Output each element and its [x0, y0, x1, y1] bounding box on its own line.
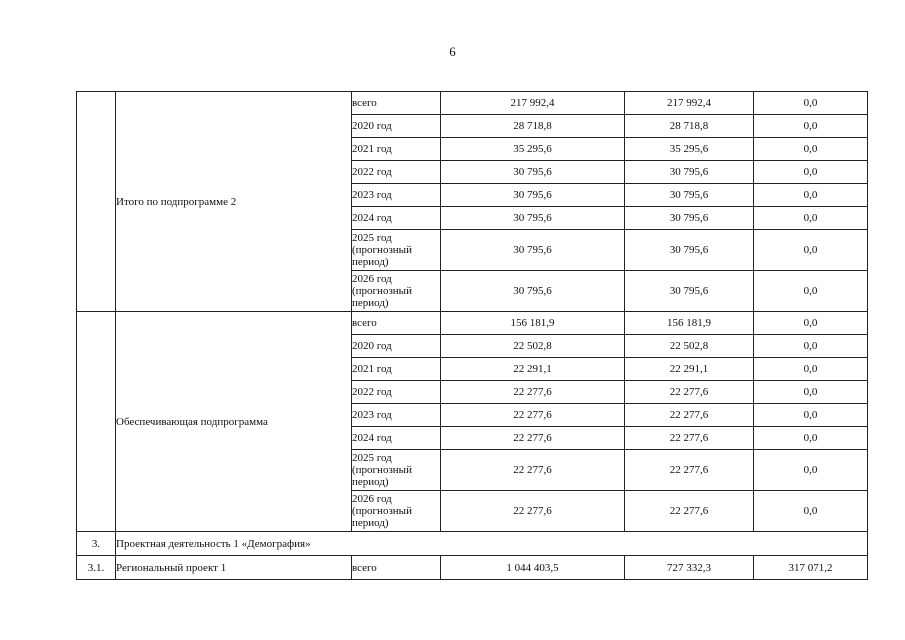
budget-table: [76, 91, 868, 580]
regional-value: 0,0: [754, 161, 868, 184]
federal-value: 156 181,9: [625, 312, 754, 335]
period-cell: 2024 год: [352, 207, 441, 230]
total-value: 22 277,6: [441, 427, 625, 450]
row-number: 3.1.: [77, 556, 116, 580]
project-activity-title: Проектная деятельность 1 «Демография»: [116, 532, 868, 556]
period-cell: всего: [352, 92, 441, 115]
regional-value: 0,0: [754, 335, 868, 358]
federal-value: 30 795,6: [625, 271, 754, 312]
total-value: 22 277,6: [441, 450, 625, 491]
regional-value: 0,0: [754, 230, 868, 271]
regional-value: 0,0: [754, 358, 868, 381]
regional-value: 0,0: [754, 404, 868, 427]
period-cell: 2023 год: [352, 184, 441, 207]
federal-value: 217 992,4: [625, 92, 754, 115]
period-cell: 2022 год: [352, 381, 441, 404]
regional-value: 0,0: [754, 450, 868, 491]
total-value: 22 291,1: [441, 358, 625, 381]
federal-value: 28 718,8: [625, 115, 754, 138]
page-number: 6: [449, 44, 456, 59]
federal-value: 30 795,6: [625, 207, 754, 230]
total-value: 30 795,6: [441, 230, 625, 271]
total-value: 22 277,6: [441, 404, 625, 427]
federal-value: 30 795,6: [625, 230, 754, 271]
total-value: 28 718,8: [441, 115, 625, 138]
regional-value: 0,0: [754, 381, 868, 404]
total-value: 1 044 403,5: [441, 556, 625, 580]
row-number: 3.: [77, 532, 116, 556]
federal-value: 30 795,6: [625, 184, 754, 207]
regional-value: 0,0: [754, 271, 868, 312]
federal-value: 727 332,3: [625, 556, 754, 580]
table-row: [77, 312, 868, 335]
subprogram-name: Итого по подпрограмме 2: [116, 92, 352, 312]
total-value: 22 502,8: [441, 335, 625, 358]
table-row: [77, 92, 868, 115]
table-row: [77, 532, 868, 556]
period-cell: 2026 год (прогнозный период): [352, 491, 441, 532]
federal-value: 22 277,6: [625, 427, 754, 450]
regional-value: 0,0: [754, 115, 868, 138]
regional-value: 0,0: [754, 312, 868, 335]
row-number: [77, 92, 116, 312]
table-row: [77, 556, 868, 580]
subprogram-name: Обеспечивающая подпрограмма: [116, 312, 352, 532]
total-value: 22 277,6: [441, 491, 625, 532]
period-cell: 2020 год: [352, 115, 441, 138]
period-cell: 2021 год: [352, 138, 441, 161]
federal-value: 22 291,1: [625, 358, 754, 381]
period-cell: 2020 год: [352, 335, 441, 358]
total-value: 30 795,6: [441, 184, 625, 207]
total-value: 156 181,9: [441, 312, 625, 335]
regional-value: 317 071,2: [754, 556, 868, 580]
total-value: 30 795,6: [441, 271, 625, 312]
regional-value: 0,0: [754, 427, 868, 450]
federal-value: 22 502,8: [625, 335, 754, 358]
period-cell: 2026 год (прогнозный период): [352, 271, 441, 312]
period-cell: 2025 год (прогнозный период): [352, 450, 441, 491]
period-cell: 2021 год: [352, 358, 441, 381]
period-cell: 2025 год (прогнозный период): [352, 230, 441, 271]
period-cell: 2022 год: [352, 161, 441, 184]
federal-value: 35 295,6: [625, 138, 754, 161]
total-value: 217 992,4: [441, 92, 625, 115]
regional-value: 0,0: [754, 92, 868, 115]
regional-value: 0,0: [754, 491, 868, 532]
federal-value: 22 277,6: [625, 404, 754, 427]
total-value: 35 295,6: [441, 138, 625, 161]
federal-value: 22 277,6: [625, 491, 754, 532]
total-value: 22 277,6: [441, 381, 625, 404]
total-value: 30 795,6: [441, 207, 625, 230]
row-number: [77, 312, 116, 532]
regional-value: 0,0: [754, 207, 868, 230]
regional-value: 0,0: [754, 184, 868, 207]
federal-value: 22 277,6: [625, 450, 754, 491]
period-cell: 2024 год: [352, 427, 441, 450]
federal-value: 30 795,6: [625, 161, 754, 184]
federal-value: 22 277,6: [625, 381, 754, 404]
regional-value: 0,0: [754, 138, 868, 161]
project-name: Региональный проект 1: [116, 556, 352, 580]
period-cell: всего: [352, 312, 441, 335]
period-cell: всего: [352, 556, 441, 580]
period-cell: 2023 год: [352, 404, 441, 427]
total-value: 30 795,6: [441, 161, 625, 184]
